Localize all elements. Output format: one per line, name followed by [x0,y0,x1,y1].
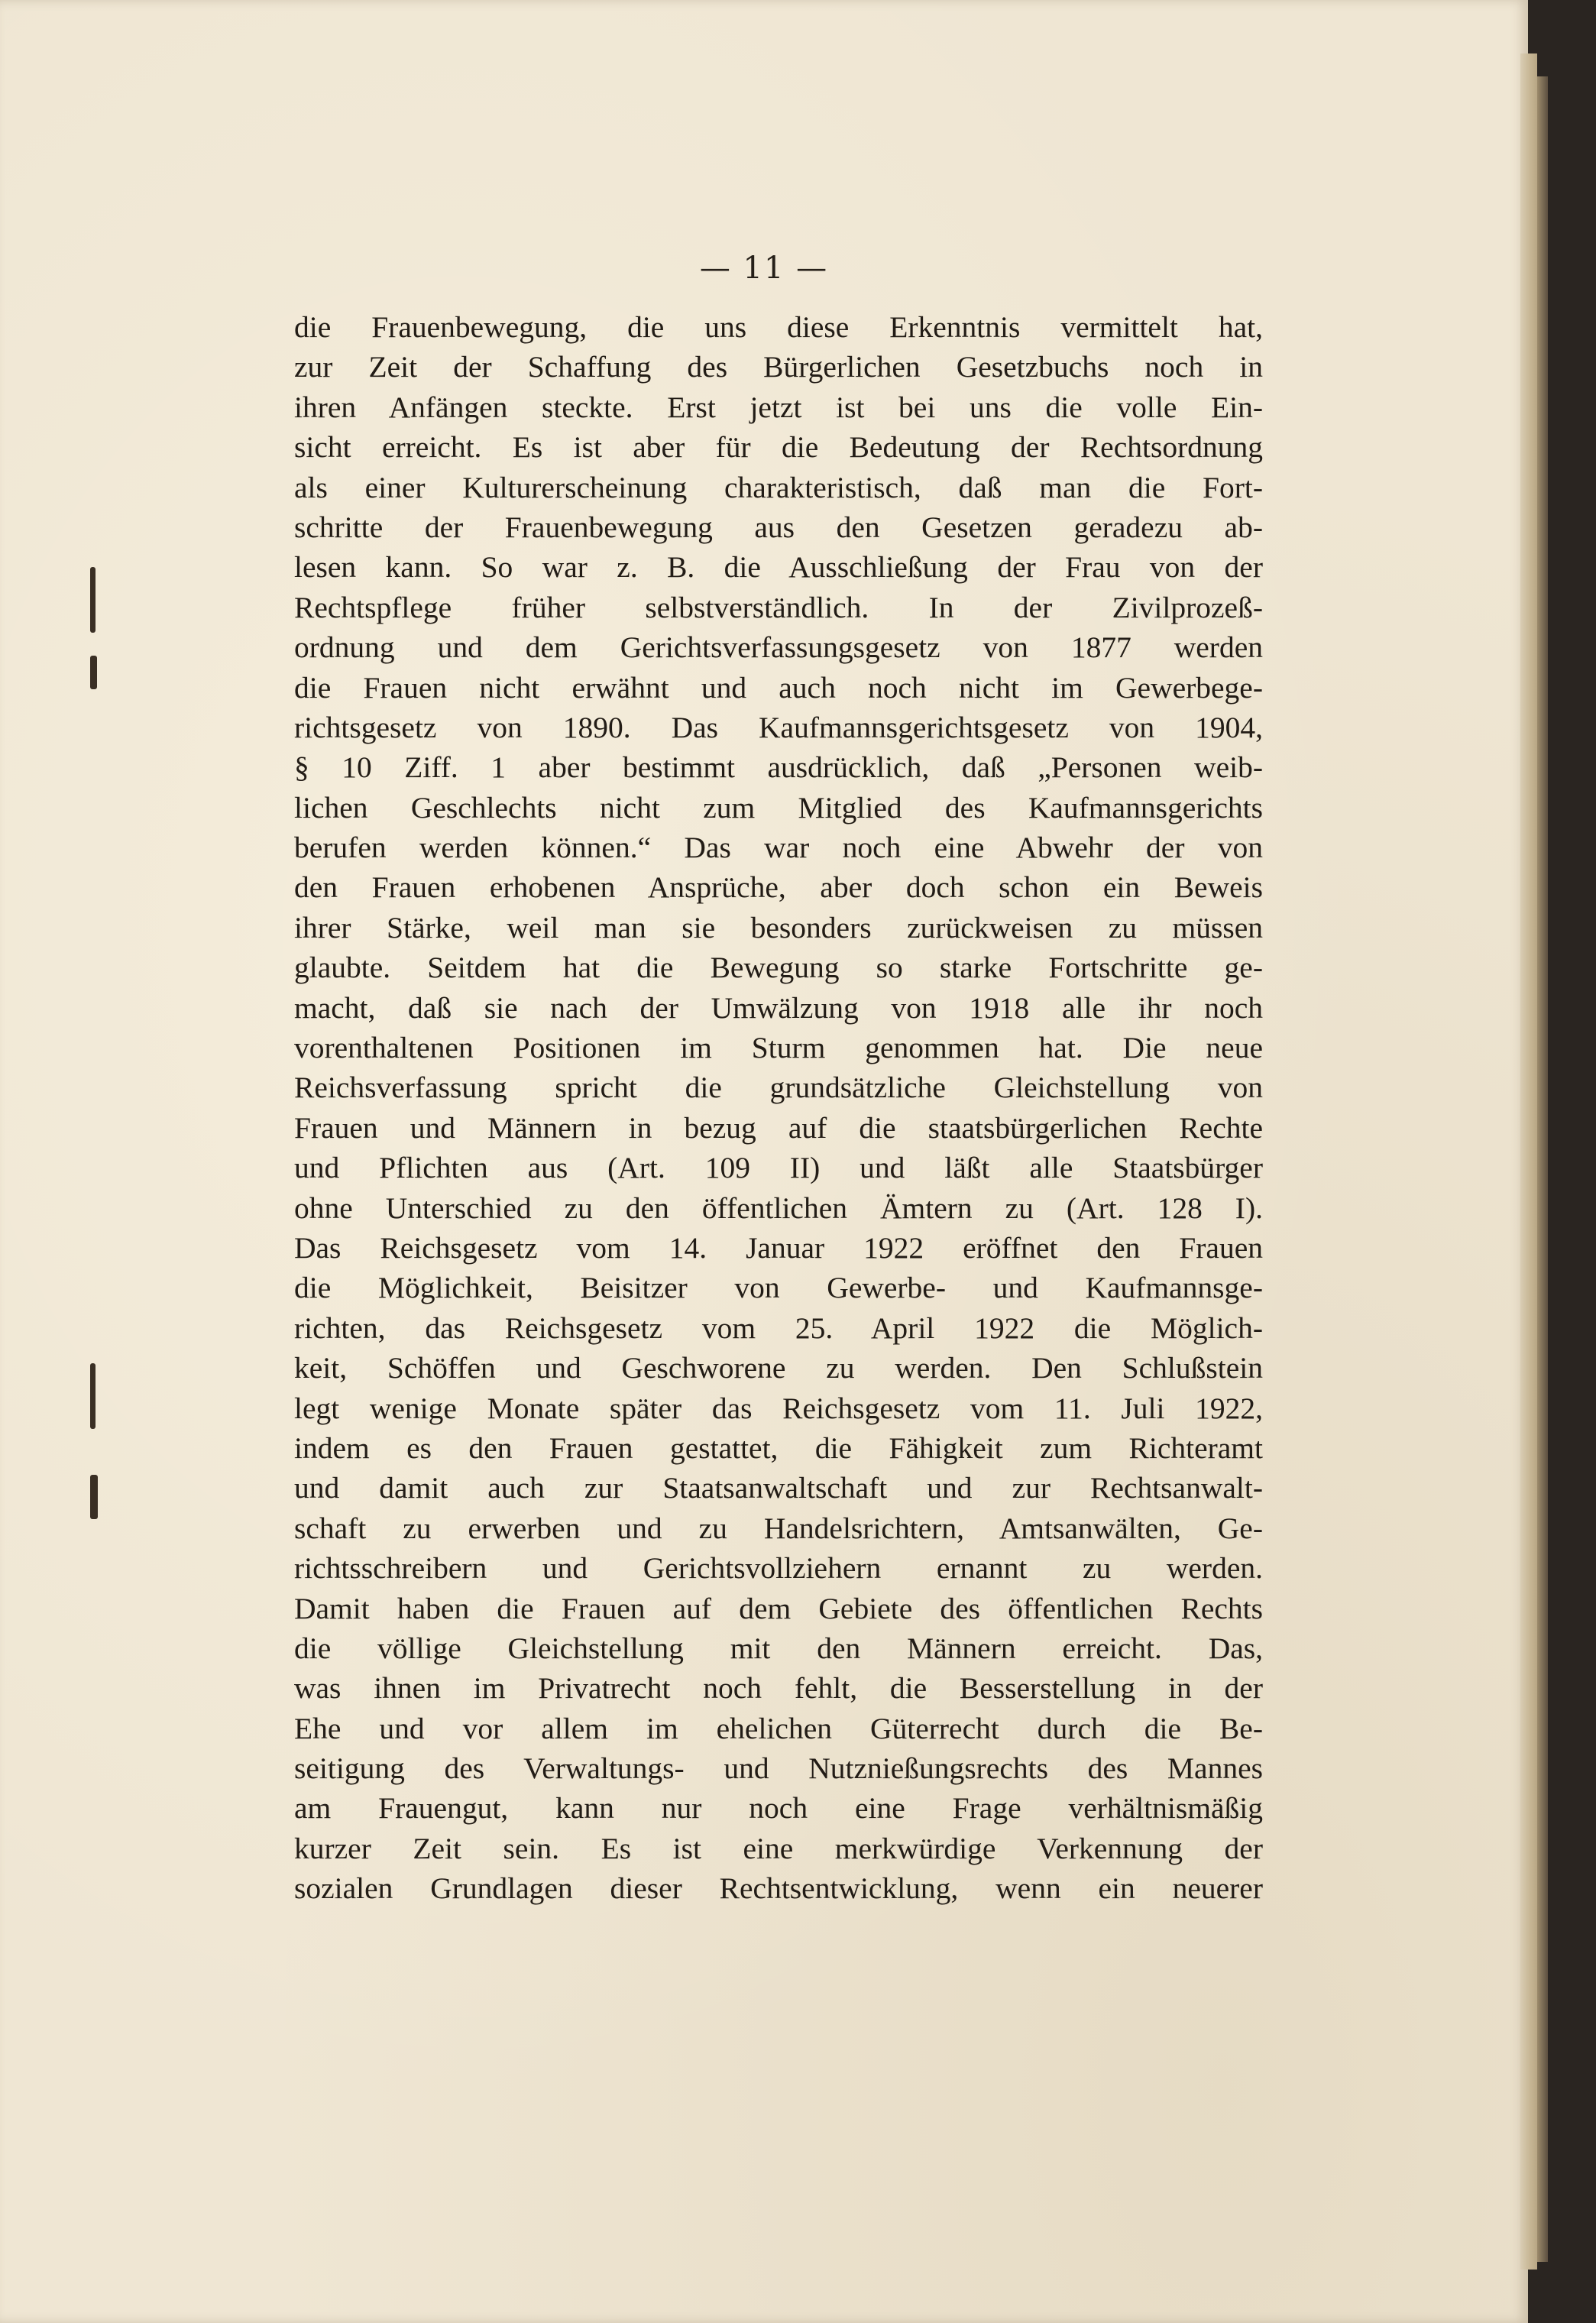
page-edge-shadow [1537,76,1548,2262]
binding-mark-upper [90,567,96,633]
text-line: richtsschreibern und Gerichtsvollziehern ernannt zu werden. [294,1551,1263,1586]
text-line: Frauen und Männern in bezug auf die staatsbürgerlichen Rechte [294,1110,1263,1145]
text-line: berufen werden können.“ Das war noch eine Abwehr der von [294,831,1263,865]
text-line: ihrer Stärke, weil man sie besonders zurückweisen zu müssen [294,910,1263,944]
text-line: lichen Geschlechts nicht zum Mitglied des Kaufmannsgerichts [294,790,1263,825]
text-line: Damit haben die Frauen auf dem Gebiete des öffentlichen Rechts [294,1591,1263,1625]
text-line: Reichsverfassung spricht die grundsätzliche Gleichstellung von [294,1071,1263,1105]
text-line: ohne Unterschied zu den öffentlichen Ämtern zu (Art. 128 I). [294,1191,1263,1225]
text-line: legt wenige Monate später das Reichsgesetz vom 11. Juli 1922, [294,1391,1263,1425]
text-line: keit, Schöffen und Geschworene zu werden. Den Schlußstein [294,1351,1263,1385]
text-line: den Frauen erhobenen Ansprüche, aber doch schon ein Beweis [294,870,1263,905]
binding-mark-upper-2 [90,656,97,689]
text-line: Ehe und vor allem im ehelichen Güterrecht durch die Be- [294,1711,1263,1745]
text-line: und Pflichten aus (Art. 109 II) und läßt alle Staatsbürger [294,1151,1263,1185]
text-line: glaubte. Seitdem hat die Bewegung so starke Fortschritte ge- [294,951,1263,985]
text-line: seitigung des Verwaltungs- und Nutznießungsrechts des Mannes [294,1751,1263,1786]
text-line: die Frauen nicht erwähnt und auch noch nicht im Gewerbege- [294,670,1263,705]
binding-mark-lower-2 [90,1475,98,1519]
text-line: die Möglichkeit, Beisitzer von Gewerbe- und Kaufmannsge- [294,1271,1263,1305]
text-line: die völlige Gleichstellung mit den Männern erreicht. Das, [294,1631,1263,1665]
text-line: sicht erreicht. Es ist aber für die Bedeutung der Rechtsordnung [294,430,1263,465]
text-line: sozialen Grundlagen dieser Rechtsentwicklung, wenn ein neuerer [294,1871,1263,1906]
text-line: schritte der Frauenbewegung aus den Gesetzen geradezu ab- [294,510,1263,544]
text-line: vorenthaltenen Positionen im Sturm genommen hat. Die neue [294,1031,1263,1065]
text-line: § 10 Ziff. 1 aber bestimmt ausdrücklich, daß „Personen weib- [294,750,1263,785]
text-line: indem es den Frauen gestattet, die Fähigkeit zum Richteramt [294,1430,1263,1465]
text-line: Rechtspflege früher selbstverständlich. In der Zivilprozeß- [294,590,1263,624]
page-number: — 11 — [699,251,829,286]
text-line: und damit auch zur Staatsanwaltschaft und zur Rechtsanwalt- [294,1471,1263,1505]
text-line: als einer Kulturerscheinung charakteristisch, daß man die Fort- [294,470,1263,504]
text-line: die Frauenbewegung, die uns diese Erkenntnis vermittelt hat, [294,310,1263,344]
text-line: macht, daß sie nach der Umwälzung von 1918 alle ihr noch [294,990,1263,1025]
text-line: schaft zu erwerben und zu Handelsrichtern, Amtsanwälten, Ge- [294,1511,1263,1545]
text-line: ihren Anfängen steckte. Erst jetzt ist bei uns die volle Ein- [294,390,1263,424]
text-line: kurzer Zeit sein. Es ist eine merkwürdige Verkennung der [294,1831,1263,1865]
text-line: ordnung und dem Gerichtsverfassungsgesetz von 1877 werden [294,630,1263,665]
text-line: am Frauengut, kann nur noch eine Frage verhältnismäßig [294,1791,1263,1826]
binding-mark-lower [90,1363,96,1429]
body-text [294,307,1263,1909]
page-edge [1520,53,1537,2270]
text-line: richtsgesetz von 1890. Das Kaufmannsgerichtsgesetz von 1904, [294,710,1263,744]
text-line: zur Zeit der Schaffung des Bürgerlichen Gesetzbuchs noch in [294,350,1263,384]
text-line: richten, das Reichsgesetz vom 25. April 1922 die Möglich- [294,1311,1263,1345]
text-line: lesen kann. So war z. B. die Ausschließung der Frau von der [294,550,1263,585]
text-line: was ihnen im Privatrecht noch fehlt, die Besserstellung in der [294,1671,1263,1706]
text-line: Das Reichsgesetz vom 14. Januar 1922 eröffnet den Frauen [294,1230,1263,1265]
